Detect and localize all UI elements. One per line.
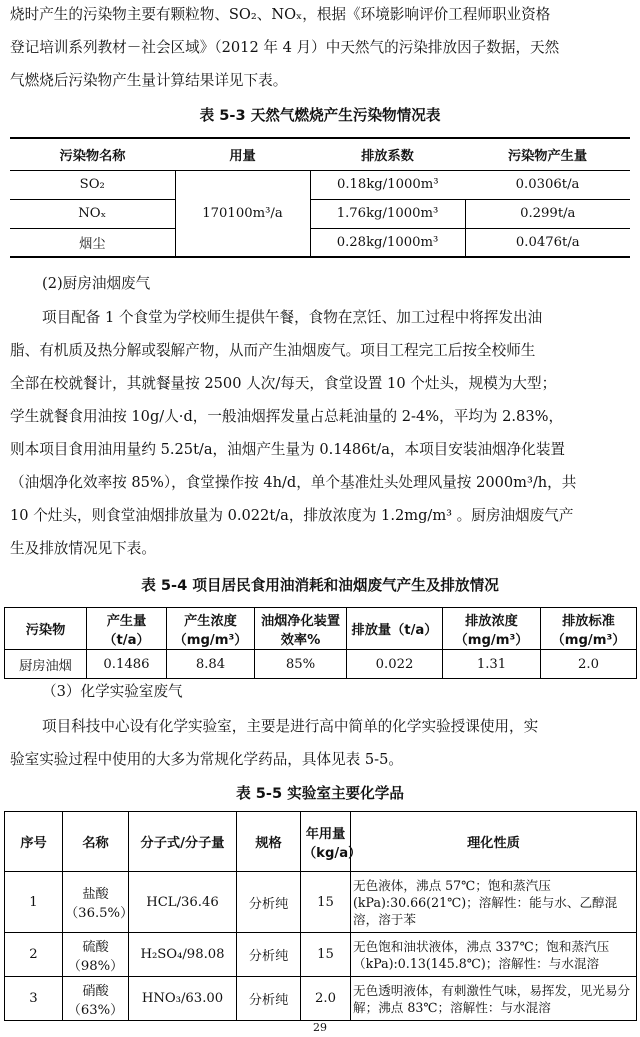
chemical-formula: HCL/36.46 — [129, 872, 237, 933]
column-header: 规格 — [237, 812, 301, 872]
chemical-properties: 无色饱和油状液体，沸点 337℃；饱和蒸汽压（kPa):0.13(145.8℃)；溶解性：与水混溶 — [351, 933, 637, 977]
table-caption: 表 5-4 项目居民食用油消耗和油烟废气产生及排放情况 — [141, 577, 499, 594]
chemical-formula: H₂SO₄/98.08 — [129, 933, 237, 977]
table-row — [5, 933, 637, 977]
table-row — [10, 170, 630, 199]
pollutant-amount: 0.299t/a — [465, 199, 630, 228]
table-cell: 厨房油烟 — [5, 650, 87, 679]
column-header: 产生量（t/a） — [87, 608, 167, 650]
page-number: 29 — [313, 1021, 327, 1034]
body-text-line: 生及排放情况见下表。 — [10, 540, 156, 557]
column-header: 油烟净化装置效率% — [255, 608, 347, 650]
table-cell: 0.1486 — [87, 650, 167, 679]
chemical-formula: HNO₃/63.00 — [129, 977, 237, 1021]
body-text-line: 烧时产生的污染物主要有颗粒物、SO₂、NOₓ，根据《环境影响评价工程师职业资格 — [10, 6, 551, 23]
body-text-line: 10 个灶头，则食堂油烟排放量为 0.022t/a，排放浓度为 1.2mg/m³ 。厨房油烟废气产 — [10, 507, 574, 524]
table-row — [5, 977, 637, 1021]
column-header: 产生浓度（mg/m³） — [167, 608, 255, 650]
annual-usage: 15 — [301, 872, 351, 933]
body-text-line: 全部在校就餐计，其就餐量按 2500 人次/每天，食堂设置 10 个灶头，规模为大型； — [10, 375, 557, 392]
column-header: 排放量（t/a） — [347, 608, 443, 650]
lab-chemicals-table — [4, 811, 637, 1021]
column-header: 分子式/分子量 — [129, 812, 237, 872]
table-caption: 表 5-3 天然气燃烧产生污染物情况表 — [199, 107, 441, 124]
section-title: (2)厨房油烟废气 — [42, 275, 151, 292]
column-header: 名称 — [63, 812, 129, 872]
chemical-grade: 分析纯 — [237, 933, 301, 977]
pollutant-amount: 0.0306t/a — [465, 170, 630, 199]
body-text-line: 则本项目食用油用量约 5.25t/a，油烟产生量为 0.1486t/a，本项目安装油烟净化装置 — [10, 441, 566, 458]
pollutant-name: SO₂ — [10, 170, 175, 199]
table-row — [10, 228, 630, 257]
table-cell: 85% — [255, 650, 347, 679]
column-header: 排放系数 — [310, 138, 465, 170]
row-number: 2 — [5, 933, 63, 977]
table-cell: 0.022 — [347, 650, 443, 679]
annual-usage: 2.0 — [301, 977, 351, 1021]
column-header: 理化性质 — [351, 812, 637, 872]
pollutant-amount: 0.0476t/a — [465, 228, 630, 257]
emission-factor: 0.28kg/1000m³ — [310, 228, 465, 257]
column-header: 污染物名称 — [10, 138, 175, 170]
table-cell: 1.31 — [443, 650, 541, 679]
column-header: 排放标准（mg/m³） — [541, 608, 637, 650]
body-text-line: 登记培训系列教材－社会区域》（2012 年 4 月）中天然气的污染排放因子数据，天然 — [10, 39, 560, 56]
table-row — [10, 199, 630, 228]
table-cell: 2.0 — [541, 650, 637, 679]
body-text-line: 项目科技中心设有化学实验室，主要是进行高中简单的化学实验授课使用，实 — [42, 718, 539, 735]
gas-usage: 170100m³/a — [175, 170, 310, 257]
column-header: 排放浓度（mg/m³） — [443, 608, 541, 650]
natural-gas-pollutant-table — [10, 137, 630, 258]
body-text-line: 学生就餐食用油按 10g/人·d，一般油烟挥发量占总耗油量的 2-4%，平均为 2.83%， — [10, 408, 564, 425]
pollutant-name: NOₓ — [10, 199, 175, 228]
chemical-name: 硝酸（63%） — [63, 977, 129, 1021]
chemical-name: 盐酸（36.5%） — [63, 872, 129, 933]
emission-factor: 1.76kg/1000m³ — [310, 199, 465, 228]
column-header: 用量 — [175, 138, 310, 170]
column-header: 年用量（kg/a） — [301, 812, 351, 872]
row-number: 1 — [5, 872, 63, 933]
body-text-line: 脂、有机质及热分解或裂解产物，从而产生油烟废气。项目工程完工后按全校师生 — [10, 342, 536, 359]
table-cell: 8.84 — [167, 650, 255, 679]
annual-usage: 15 — [301, 933, 351, 977]
chemical-grade: 分析纯 — [237, 872, 301, 933]
body-text-line: 项目配备 1 个食堂为学校师生提供午餐，食物在烹饪、加工过程中将挥发出油 — [42, 309, 543, 326]
table-caption: 表 5-5 实验室主要化学品 — [236, 785, 404, 802]
column-header: 污染物 — [5, 608, 87, 650]
body-text-line: 气燃烧后污染物产生量计算结果详见下表。 — [10, 72, 288, 89]
kitchen-fume-table — [4, 607, 637, 679]
table-row — [5, 872, 637, 933]
pollutant-name: 烟尘 — [10, 228, 175, 257]
chemical-properties: 无色透明液体，有刺激性气味，易挥发，见光易分解；沸点 83℃；溶解性：与水混溶 — [351, 977, 637, 1021]
section-title: （3）化学实验室废气 — [42, 683, 183, 700]
column-header: 序号 — [5, 812, 63, 872]
chemical-name: 硫酸（98%） — [63, 933, 129, 977]
row-number: 3 — [5, 977, 63, 1021]
body-text-line: （油烟净化效率按 85%），食堂操作按 4h/d，单个基准灶头处理风量按 2000m³/h，共 — [10, 474, 577, 491]
chemical-properties: 无色液体，沸点 57℃；饱和蒸汽压(kPa):30.66(21℃)；溶解性：能与水、乙醇混溶，溶于苯 — [351, 872, 637, 933]
emission-factor: 0.18kg/1000m³ — [310, 170, 465, 199]
chemical-grade: 分析纯 — [237, 977, 301, 1021]
body-text-line: 验室实验过程中使用的大多为常规化学药品，具体见表 5-5。 — [10, 751, 403, 768]
column-header: 污染物产生量 — [465, 138, 630, 170]
